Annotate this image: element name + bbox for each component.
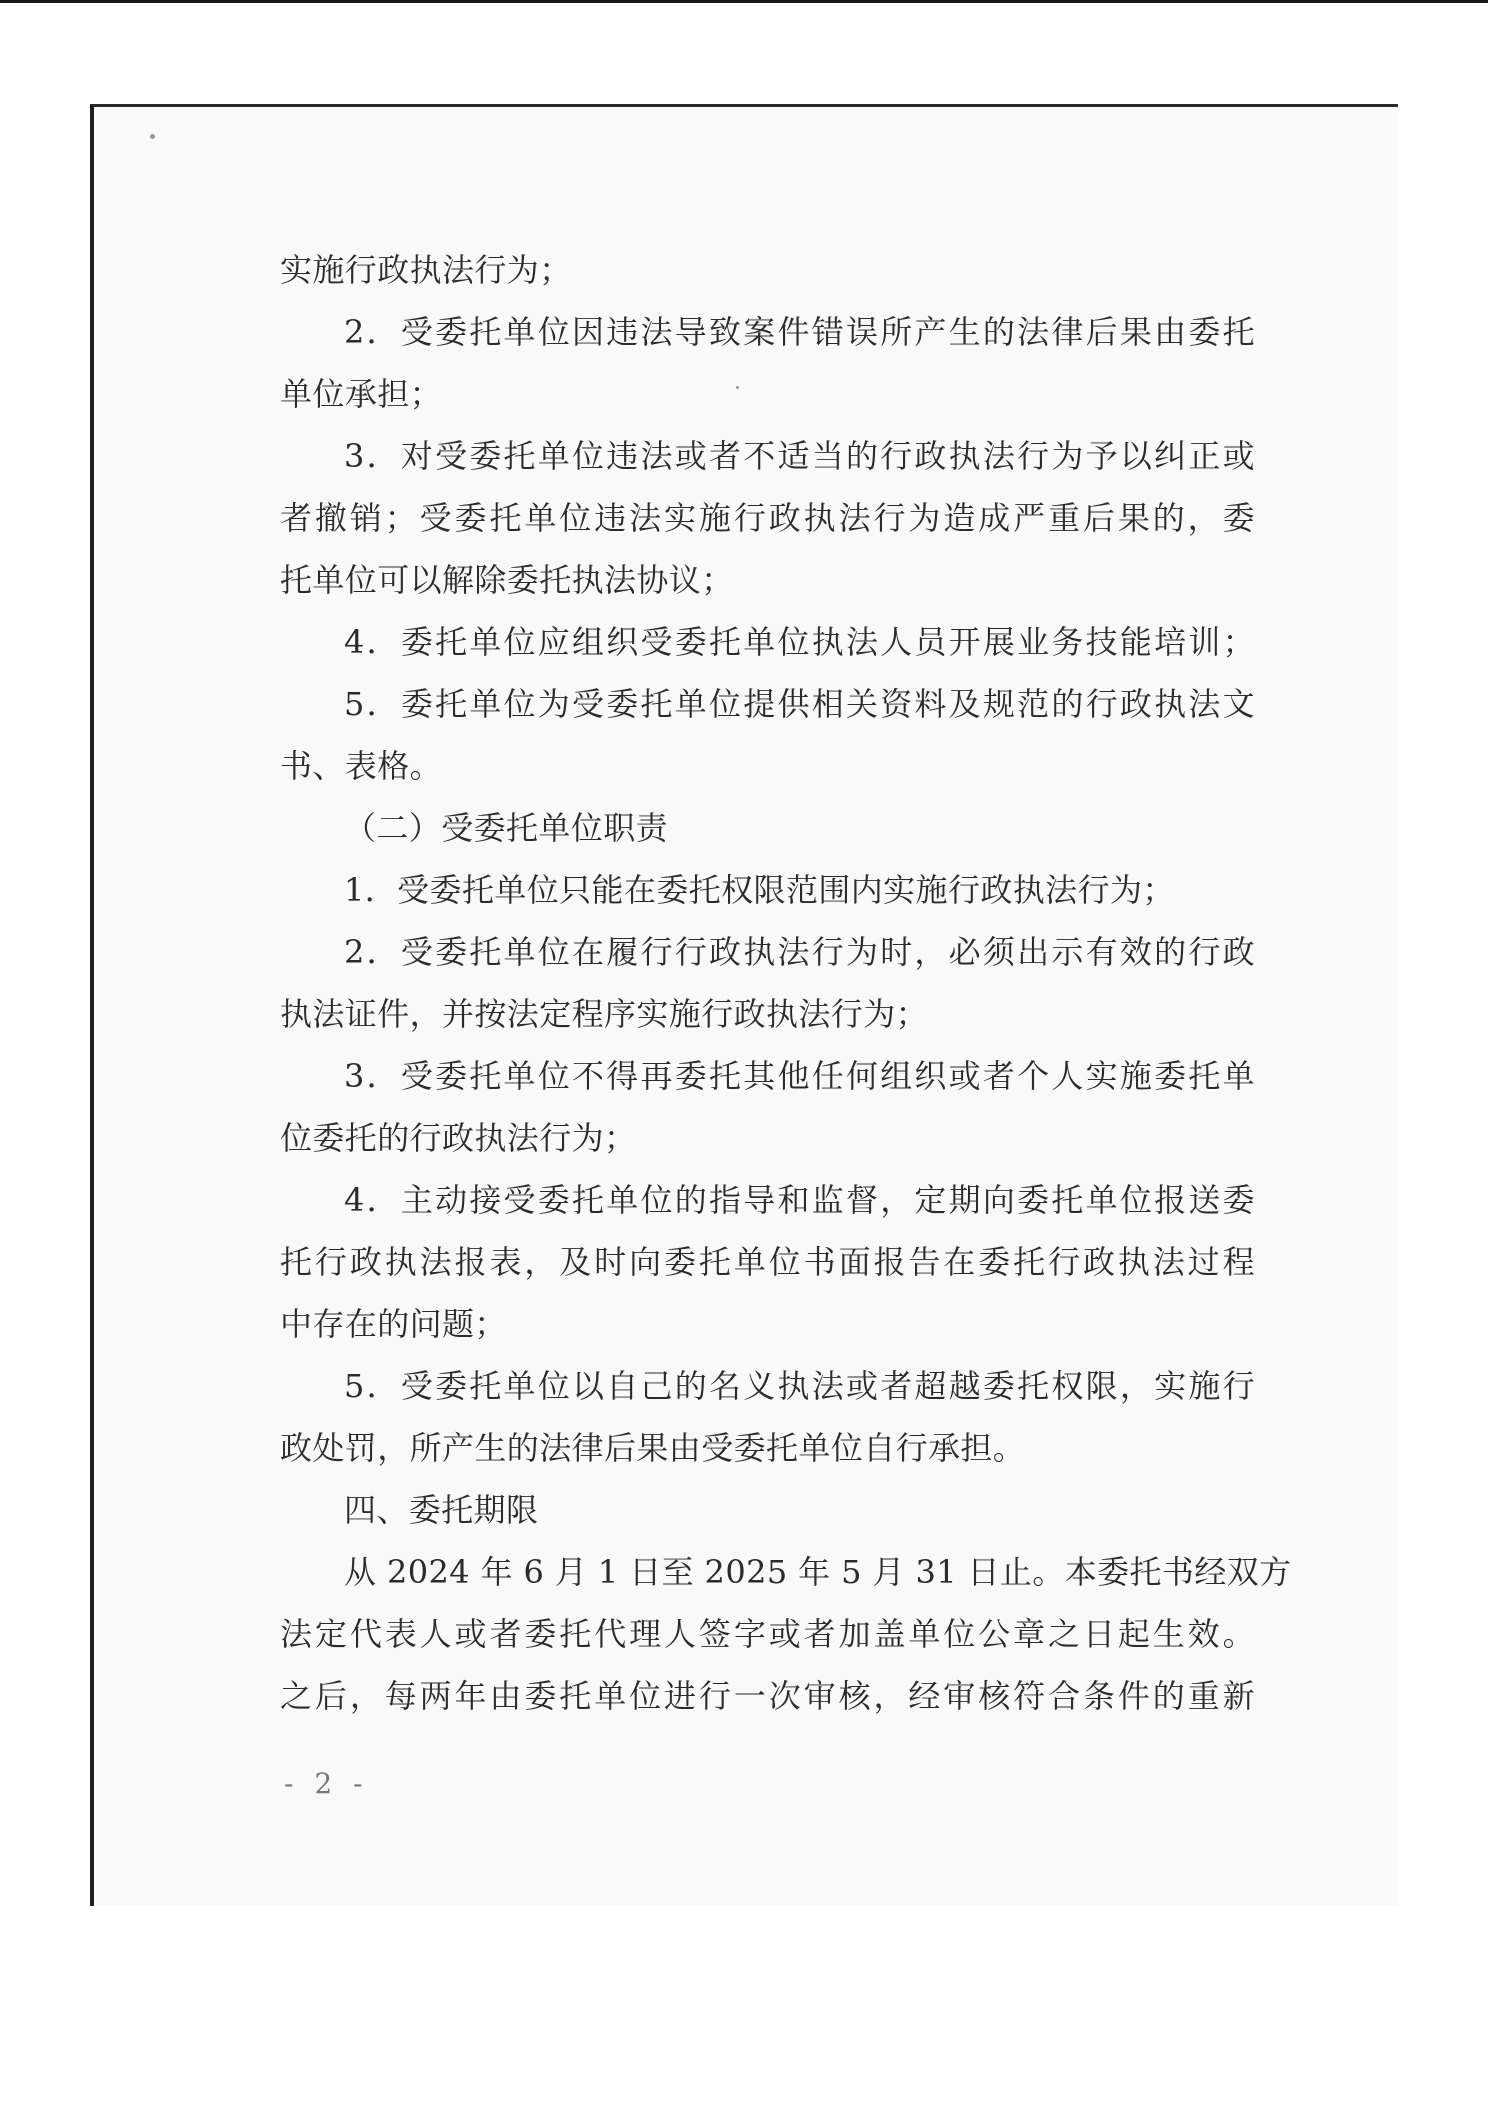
scan-top-border	[0, 0, 1488, 3]
paragraph-line: 中存在的问题；	[280, 1305, 507, 1343]
paragraph-line: 从 2024 年 6 月 1 日至 2025 年 5 月 31 日止。本委托书经双方	[344, 1553, 1292, 1591]
paragraph-line: 5．受委托单位以自己的名义执法或者超越委托权限，实施行	[344, 1367, 1255, 1405]
paragraph-line: 之后，每两年由委托单位进行一次审核，经审核符合条件的重新	[280, 1677, 1255, 1715]
paragraph-line: 执法证件，并按法定程序实施行政执法行为；	[280, 995, 929, 1033]
paragraph-line: 托行政执法报表，及时向委托单位书面报告在委托行政执法过程	[280, 1243, 1255, 1281]
paragraph-line: 实施行政执法行为；	[280, 251, 572, 289]
paragraph-line: 托单位可以解除委托执法协议；	[280, 561, 734, 599]
paragraph-line: 法定代表人或者委托代理人签字或者加盖单位公章之日起生效。	[280, 1615, 1255, 1653]
paragraph-line: 单位承担；	[280, 375, 443, 413]
paragraph-line: 4．委托单位应组织受委托单位执法人员开展业务技能培训；	[344, 623, 1255, 661]
paragraph-line: 政处罚，所产生的法律后果由受委托单位自行承担。	[280, 1429, 1026, 1467]
section-heading: 四、委托期限	[344, 1491, 539, 1529]
scan-speck	[150, 134, 155, 139]
paragraph-line: 3．受委托单位不得再委托其他任何组织或者个人实施委托单	[344, 1057, 1255, 1095]
paragraph-line: 4．主动接受委托单位的指导和监督，定期向委托单位报送委	[344, 1181, 1255, 1219]
page-number: - 2 -	[284, 1767, 369, 1800]
paragraph-line: 3．对受委托单位违法或者不适当的行政执法行为予以纠正或	[344, 437, 1255, 475]
paragraph-line: 2．受委托单位在履行行政执法行为时，必须出示有效的行政	[344, 933, 1255, 971]
paragraph-line: 者撤销；受委托单位违法实施行政执法行为造成严重后果的，委	[280, 499, 1255, 537]
paragraph-line: 5．委托单位为受委托单位提供相关资料及规范的行政执法文	[344, 685, 1255, 723]
section-heading: （二）受委托单位职责	[344, 809, 669, 847]
paragraph-line: 位委托的行政执法行为；	[280, 1119, 637, 1157]
paragraph-line: 1．受委托单位只能在委托权限范围内实施行政执法行为；	[344, 871, 1175, 909]
paragraph-line: 书、表格。	[280, 747, 443, 785]
paragraph-line: 2．受委托单位因违法导致案件错误所产生的法律后果由委托	[344, 313, 1255, 351]
